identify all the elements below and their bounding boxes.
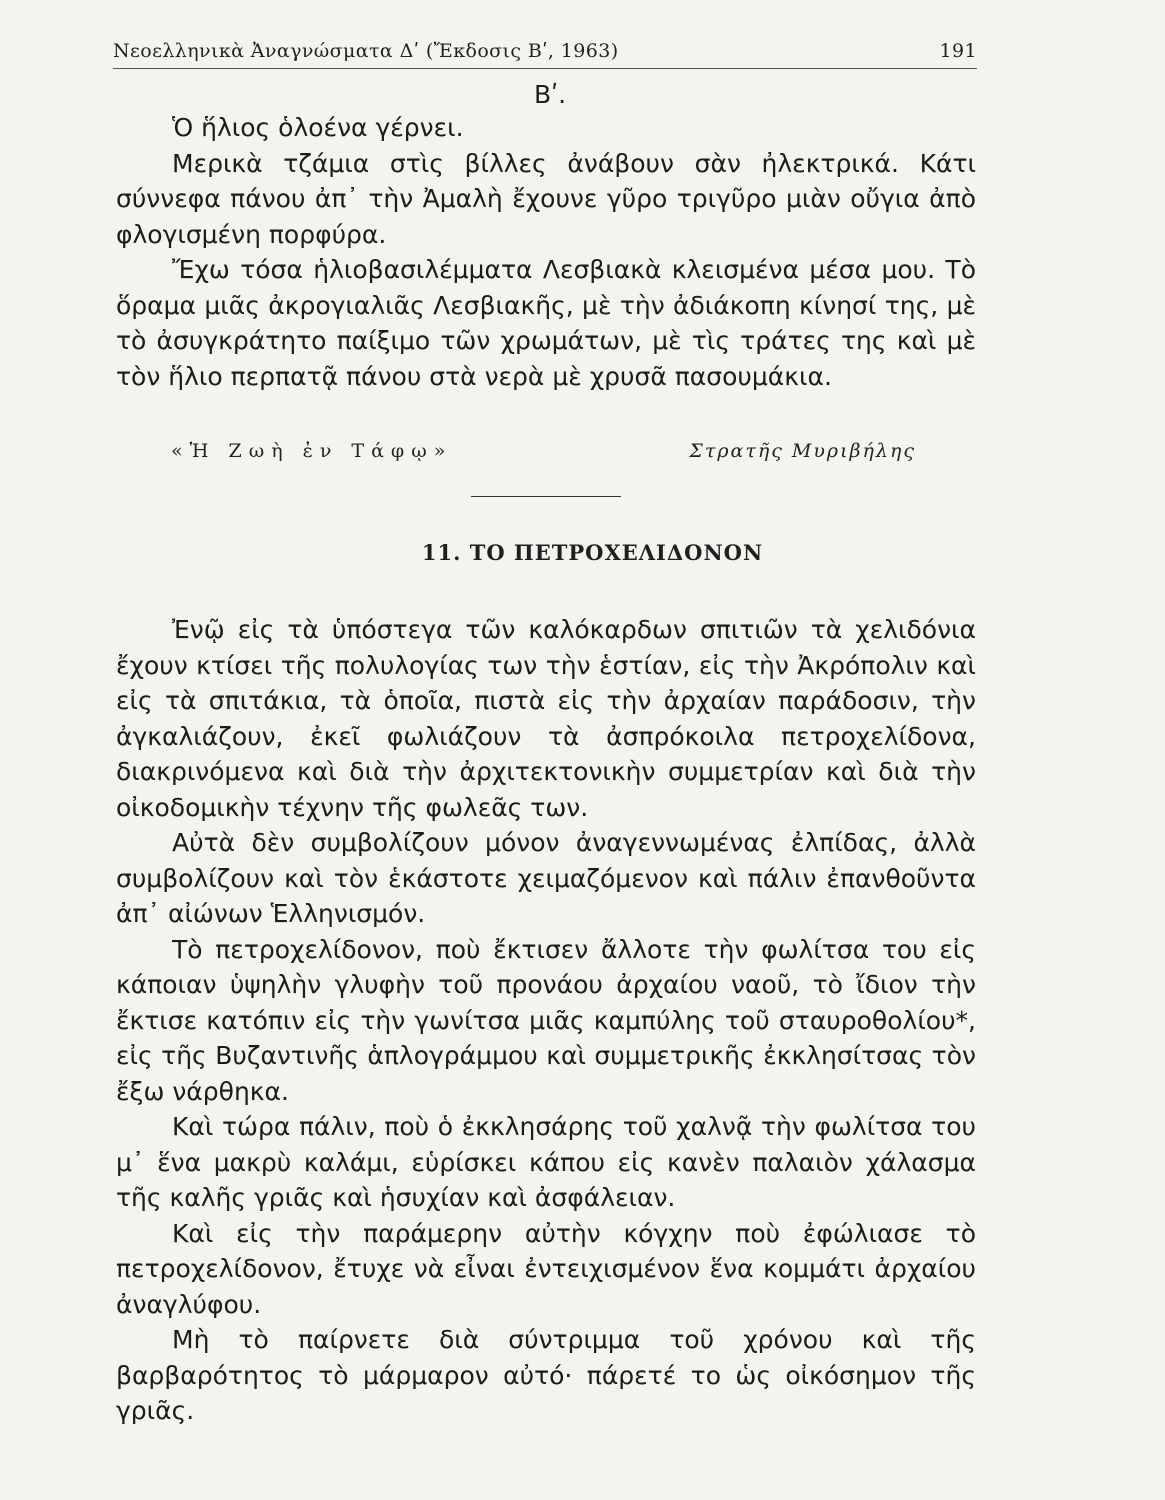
paragraph: Ὁ ἥλιος ὁλοένα γέρνει. <box>172 113 464 142</box>
paragraph: Καὶ τώρα πάλιν, ποὺ ὁ ἐκκλησάρης τοῦ χαλνᾷ τὴν φωλίτσα του μ᾽ ἕνα μακρὺ καλάμι, εὑρίσκει κάπου εἰς κανὲν παλαιὸν χάλασμα τῆς καλῆς γριᾶς καὶ ἡσυχίαν καὶ ἀσφάλειαν. <box>116 1112 976 1212</box>
chapter-text <box>116 612 976 1429</box>
paragraph: Μὴ τὸ παίρνετε διὰ σύντριμμα τοῦ χρόνου καὶ τῆς βαρβαρότητος τὸ μάρμαρον αὐτό· πάρετέ το ὡς οἰκόσημον τῆς γριᾶς. <box>116 1325 976 1425</box>
source-author: Στρατῆς Μυριβήλης <box>689 440 916 462</box>
paragraph: Αὐτὰ δὲν συμβολίζουν μόνον ἀναγεννωμένας ἐλπίδας, ἀλλὰ συμβολίζουν καὶ τὸν ἑκάστοτε χειμαζόμενον καὶ πάλιν ἐπανθοῦντα ἀπ᾽ αἰώνων Ἑλληνισμόν. <box>116 828 976 928</box>
page-number: 191 <box>939 40 977 62</box>
running-title: Νεοελληνικὰ Ἀναγνώσματα Δʹ (Ἔκδοσις Βʹ, 1963) <box>113 40 619 62</box>
section-mark: Βʹ. <box>534 80 567 109</box>
part-b-text <box>116 110 976 394</box>
chapter-title: 11. ΤΟ ΠΕΤΡΟΧΕΛΙΔΟΝΟΝ <box>421 540 764 565</box>
paragraph: Τὸ πετροχελίδονον, ποὺ ἔκτισεν ἄλλοτε τὴν φωλίτσα του εἰς κάποιαν ὑψηλὴν γλυφὴν τοῦ προνάου ἀρχαίου ναοῦ, τὸ ἴδιον τὴν ἔκτισε κατόπιν εἰς τὴν γωνίτσα μιᾶς καμπύλης τοῦ σταυροθολίου*, εἰς τῆς Βυζαντινῆς ἁπλογράμμου καὶ συμμετρικῆς ἐκκλησίτσας τὸν ἔξω νάρθηκα. <box>116 934 976 1106</box>
paragraph: Ἐνῷ εἰς τὰ ὑπόστεγα τῶν καλόκαρδων σπιτιῶν τὰ χελιδόνια ἔχουν κτίσει τῆς πολυλογίας των τὴν ἑστίαν, εἰς τὴν Ἀκρόπολιν καὶ εἰς τὰ σπιτάκια, τὰ ὁποῖα, πιστὰ εἰς τὴν ἀρχαίαν παράδοσιν, τὴν ἀγκαλιάζουν, ἐκεῖ φωλιάζουν τὰ ἀσπρόκοιλα πετροχελίδονα, διακρινόμενα καὶ διὰ τὴν ἀρχιτεκτονικὴν συμμετρίαν καὶ διὰ τὴν οἰκοδομικὴν τέχνην τῆς φωλεᾶς των. <box>116 615 976 822</box>
paragraph: Μερικὰ τζάμια στὶς βίλλες ἀνάβουν σὰν ἠλεκτρικά. Κάτι σύννεφα πάνου ἀπ᾽ τὴν Ἀμαλὴ ἔχουνε γῦρο τριγῦρο μιὰν οὔγια ἀπὸ φλογισμένη πορφύρα. <box>116 148 976 249</box>
section-divider <box>471 496 621 497</box>
source-work: «Ἡ Ζωὴ ἐν Τάφῳ» <box>171 440 453 462</box>
paragraph: Καὶ εἰς τὴν παράμερην αὐτὴν κόγχην ποὺ ἐφώλιασε τὸ πετροχελίδονον, ἔτυχε νὰ εἶναι ἐντειχισμένον ἕνα κομμάτι ἀρχαίου ἀναγλύφου. <box>116 1218 976 1319</box>
running-head <box>113 40 977 69</box>
paragraph: Ἔχω τόσα ἡλιοβασιλέμματα Λεσβιακὰ κλεισμένα μέσα μου. Τὸ ὅραμα μιᾶς ἀκρογιαλιᾶς Λεσβιακῆς, μὲ τὴν ἀδιάκοπη κίνησί της, μὲ τὸ ἀσυγκράτητο παίξιμο τῶν χρωμάτων, μὲ τὶς τράτες της καὶ μὲ τὸν ἥλιο περπατᾷ πάνου στὰ νερὰ μὲ χρυσᾶ πασουμάκια. <box>116 255 976 391</box>
source-attribution <box>171 440 916 462</box>
